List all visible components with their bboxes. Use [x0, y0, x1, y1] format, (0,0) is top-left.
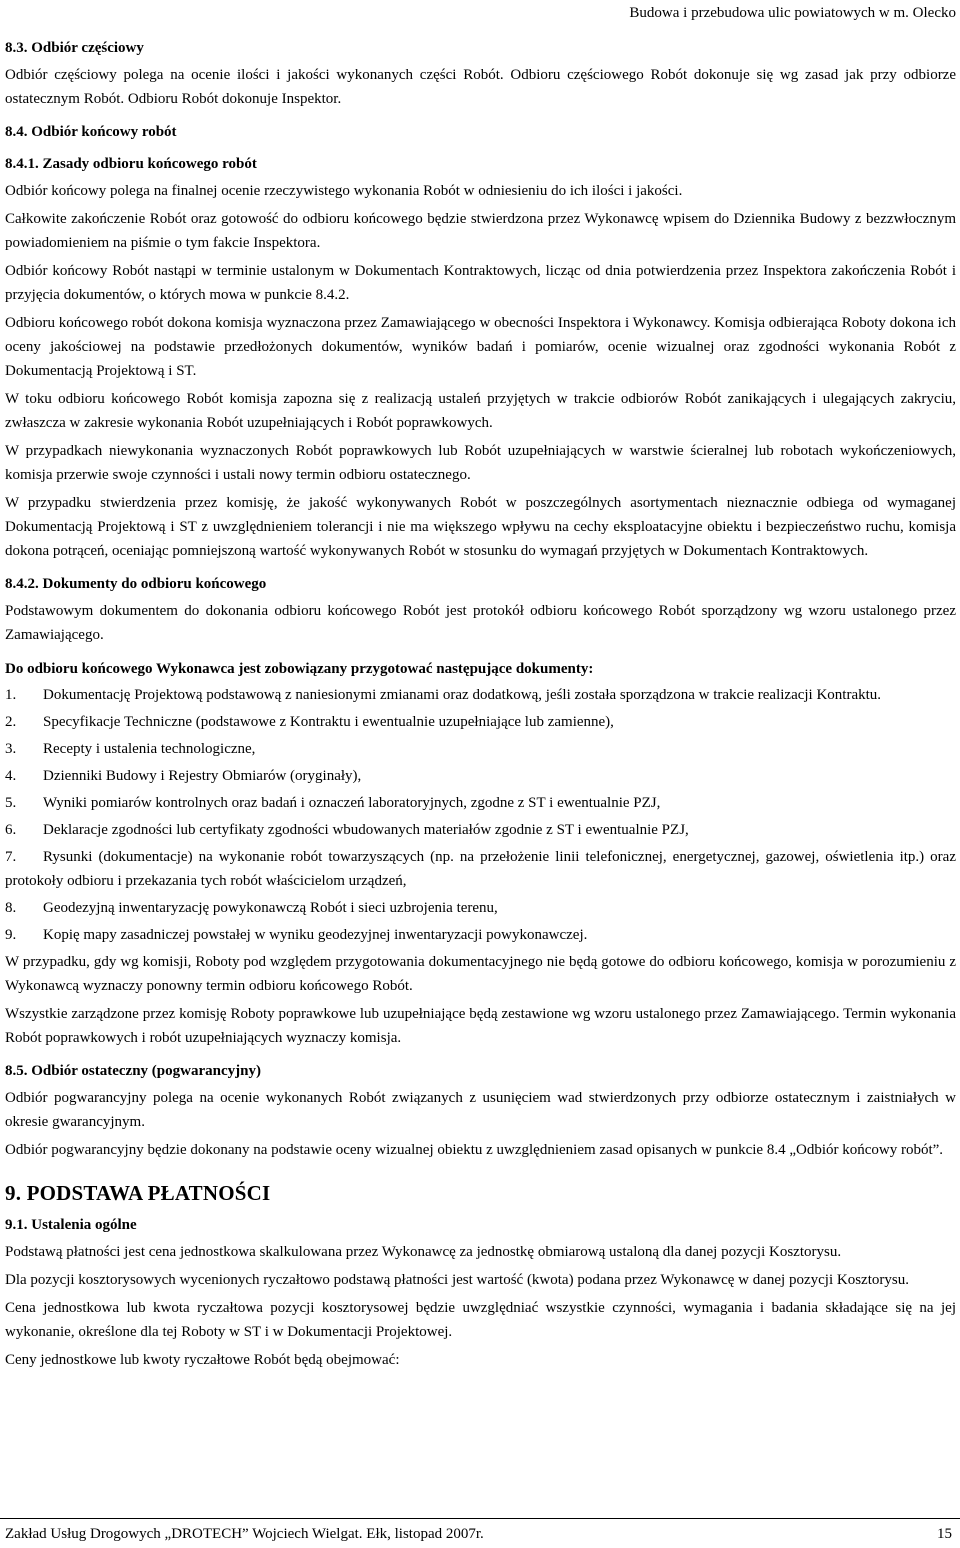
list-text: Dzienniki Budowy i Rejestry Obmiarów (oryginały),: [43, 768, 362, 784]
list-item: [5, 710, 956, 734]
list-text: Rysunki (dokumentacje) na wykonanie robót towarzyszących (np. na przełożenie linii telefonicznej, energetycznej, gazowej, oświetlenia itp.) oraz protokoły odbioru i przekazania tych robót właścicielom urządzeń,: [5, 849, 956, 889]
list-text: Specyfikacje Techniczne (podstawowe z Kontraktu i ewentualnie uzupełniające lub zamienne),: [43, 714, 614, 730]
paragraph: Całkowite zakończenie Robót oraz gotowość do odbioru końcowego będzie stwierdzona przez Wykonawcę wpisem do Dziennika Budowy z bezzwłocznym powiadomieniem na piśmie o tym fakcie Inspektora.: [5, 211, 956, 251]
list-number: 4.: [5, 768, 17, 784]
running-header: Budowa i przebudowa ulic powiatowych w m. Olecko: [629, 5, 956, 21]
paragraph: W przypadkach niewykonania wyznaczonych Robót poprawkowych lub Robót uzupełniających w warstwie ścieralnej lub robotach wykończeniowych, komisja przerwie swoje czynności i ustali nowy termin odbioru ostatecznego.: [5, 443, 956, 483]
list-text: Dokumentację Projektową podstawową z naniesionymi zmianami oraz dodatkową, jeśli została sporządzona w trakcie realizacji Kontraktu.: [43, 687, 882, 703]
list-text: Kopię mapy zasadniczej powstałej w wyniku geodezyjnej inwentaryzacji powykonawczej.: [43, 927, 588, 943]
list-item: [5, 923, 956, 947]
section-8-5-heading: 8.5. Odbiór ostateczny (pogwarancyjny): [5, 1063, 261, 1079]
list-item: [5, 764, 956, 788]
footer-divider: [0, 1518, 960, 1519]
list-lead: Do odbioru końcowego Wykonawca jest zobowiązany przygotować następujące dokumenty:: [5, 661, 594, 677]
section-8-4-2-heading: 8.4.2. Dokumenty do odbioru końcowego: [5, 576, 267, 592]
page-number: 15: [937, 1526, 952, 1542]
list-number: 9.: [5, 927, 17, 943]
paragraph: Odbiór częściowy polega na ocenie ilości i jakości wykonanych części Robót. Odbioru częściowego Robót dokonuje się wg zasad jak przy odbiorze ostatecznym Robót. Odbioru Robót dokonuje Inspektor.: [5, 67, 956, 107]
list-item: [5, 791, 956, 815]
list-item: [5, 845, 956, 893]
list-number: 3.: [5, 741, 17, 757]
list-text: Deklaracje zgodności lub certyfikaty zgodności wbudowanych materiałów zgodnie z ST i ewentualnie PZJ,: [43, 822, 689, 838]
paragraph: Cena jednostkowa lub kwota ryczałtowa pozycji kosztorysowej będzie uwzględniać wszystkie czynności, wymagania i badania składające się na jej wykonanie, określone dla tej Roboty w ST i w Dokumentacji Projektowej.: [5, 1300, 956, 1340]
list-text: Recepty i ustalenia technologiczne,: [43, 741, 256, 757]
section-9-heading: 9. PODSTAWA PŁATNOŚCI: [5, 1181, 271, 1205]
paragraph: Dla pozycji kosztorysowych wycenionych ryczałtowo podstawą płatności jest wartość (kwota) podana przez Wykonawcę w danej pozycji Kosztorysu.: [5, 1272, 909, 1288]
paragraph: Podstawowym dokumentem do dokonania odbioru końcowego Robót jest protokół odbioru końcowego Robót sporządzony wg wzoru ustalonego przez Zamawiającego.: [5, 603, 956, 643]
list-item: [5, 818, 956, 842]
list-text: Geodezyjną inwentaryzację powykonawczą Robót i sieci uzbrojenia terenu,: [43, 900, 498, 916]
paragraph: Odbiór pogwarancyjny polega na ocenie wykonanych Robót związanych z usunięciem wad stwierdzonych przy odbiorze ostatecznym i zaistniałych w okresie gwarancyjnym.: [5, 1090, 956, 1130]
list-item: [5, 683, 956, 707]
section-9-1-heading: 9.1. Ustalenia ogólne: [5, 1217, 137, 1233]
list-item: [5, 737, 956, 761]
paragraph: Wszystkie zarządzone przez komisję Roboty poprawkowe lub uzupełniające będą zestawione wg wzoru ustalonego przez Zamawiającego. Termin wykonania Robót poprawkowych i robót uzupełniających wyznaczy komisja.: [5, 1006, 956, 1046]
paragraph: Odbiór końcowy polega na finalnej ocenie rzeczywistego wykonania Robót w odniesieniu do ich ilości i jakości.: [5, 183, 683, 199]
list-item: [5, 896, 956, 920]
paragraph: Podstawą płatności jest cena jednostkowa skalkulowana przez Wykonawcę za jednostkę obmiarową ustaloną dla danej pozycji Kosztorysu.: [5, 1244, 842, 1260]
list-number: 7.: [5, 849, 17, 865]
section-8-3-heading: 8.3. Odbiór częściowy: [5, 40, 144, 56]
list-number: 5.: [5, 795, 17, 811]
paragraph: Odbiór końcowy Robót nastąpi w terminie ustalonym w Dokumentach Kontraktowych, licząc od dnia potwierdzenia przez Inspektora zakończenia Robót i przyjęcia dokumentów, o których mowa w punkcie 8.4.2.: [5, 263, 956, 303]
section-8-4-heading: 8.4. Odbiór końcowy robót: [5, 124, 177, 140]
list-number: 8.: [5, 900, 17, 916]
page-footer: [5, 1524, 956, 1544]
paragraph: Ceny jednostkowe lub kwoty ryczałtowe Robót będą obejmować:: [5, 1352, 400, 1368]
paragraph: Odbiór pogwarancyjny będzie dokonany na podstawie oceny wizualnej obiektu z uwzględnieniem zasad opisanych w punkcie 8.4 „Odbiór końcowy robót”.: [5, 1142, 944, 1158]
document-body: [5, 37, 956, 1376]
paragraph: Odbioru końcowego robót dokona komisja wyznaczona przez Zamawiającego w obecności Inspektora i Wykonawcy. Komisja odbierająca Roboty dokona ich oceny jakościowej na podstawie przedłożonych dokumentów, wyników badań i pomiarów, ocenie wizualnej oraz zgodności wykonania Robót z Dokumentacją Projektową i ST.: [5, 315, 956, 379]
paragraph: W przypadku, gdy wg komisji, Roboty pod względem przygotowania dokumentacyjnego nie będą gotowe do odbioru końcowego, komisja w porozumieniu z Wykonawcą wyznaczy ponowny termin odbioru końcowego Robót.: [5, 954, 956, 994]
list-number: 1.: [5, 687, 17, 703]
section-8-4-1-heading: 8.4.1. Zasady odbioru końcowego robót: [5, 156, 257, 172]
paragraph: W przypadku stwierdzenia przez komisję, że jakość wykonywanych Robót w poszczególnych asortymentach nieznacznie odbiega od wymaganej Dokumentacją Projektową i ST z uwzględnieniem tolerancji i nie ma większego wpływu na cechy eksploatacyjne obiektu i bezpieczeństwo ruchu, komisja dokona potrąceń, oceniając pomniejszoną wartość wykonywanych Robót w stosunku do wymagań przyjętych w Dokumentach Kontraktowych.: [5, 495, 956, 559]
list-text: Wyniki pomiarów kontrolnych oraz badań i oznaczeń laboratoryjnych, zgodne z ST i ewentualnie PZJ,: [43, 795, 661, 811]
footer-text: Zakład Usług Drogowych „DROTECH” Wojciech Wielgat. Ełk, listopad 2007r.: [5, 1526, 484, 1542]
list-number: 6.: [5, 822, 17, 838]
documents-list: [5, 683, 956, 947]
list-number: 2.: [5, 714, 17, 730]
paragraph: W toku odbioru końcowego Robót komisja zapozna się z realizacją ustaleń przyjętych w trakcie odbiorów Robót zanikających i ulegających zakryciu, zwłaszcza w zakresie wykonania Robót uzupełniających i Robót poprawkowych.: [5, 391, 956, 431]
